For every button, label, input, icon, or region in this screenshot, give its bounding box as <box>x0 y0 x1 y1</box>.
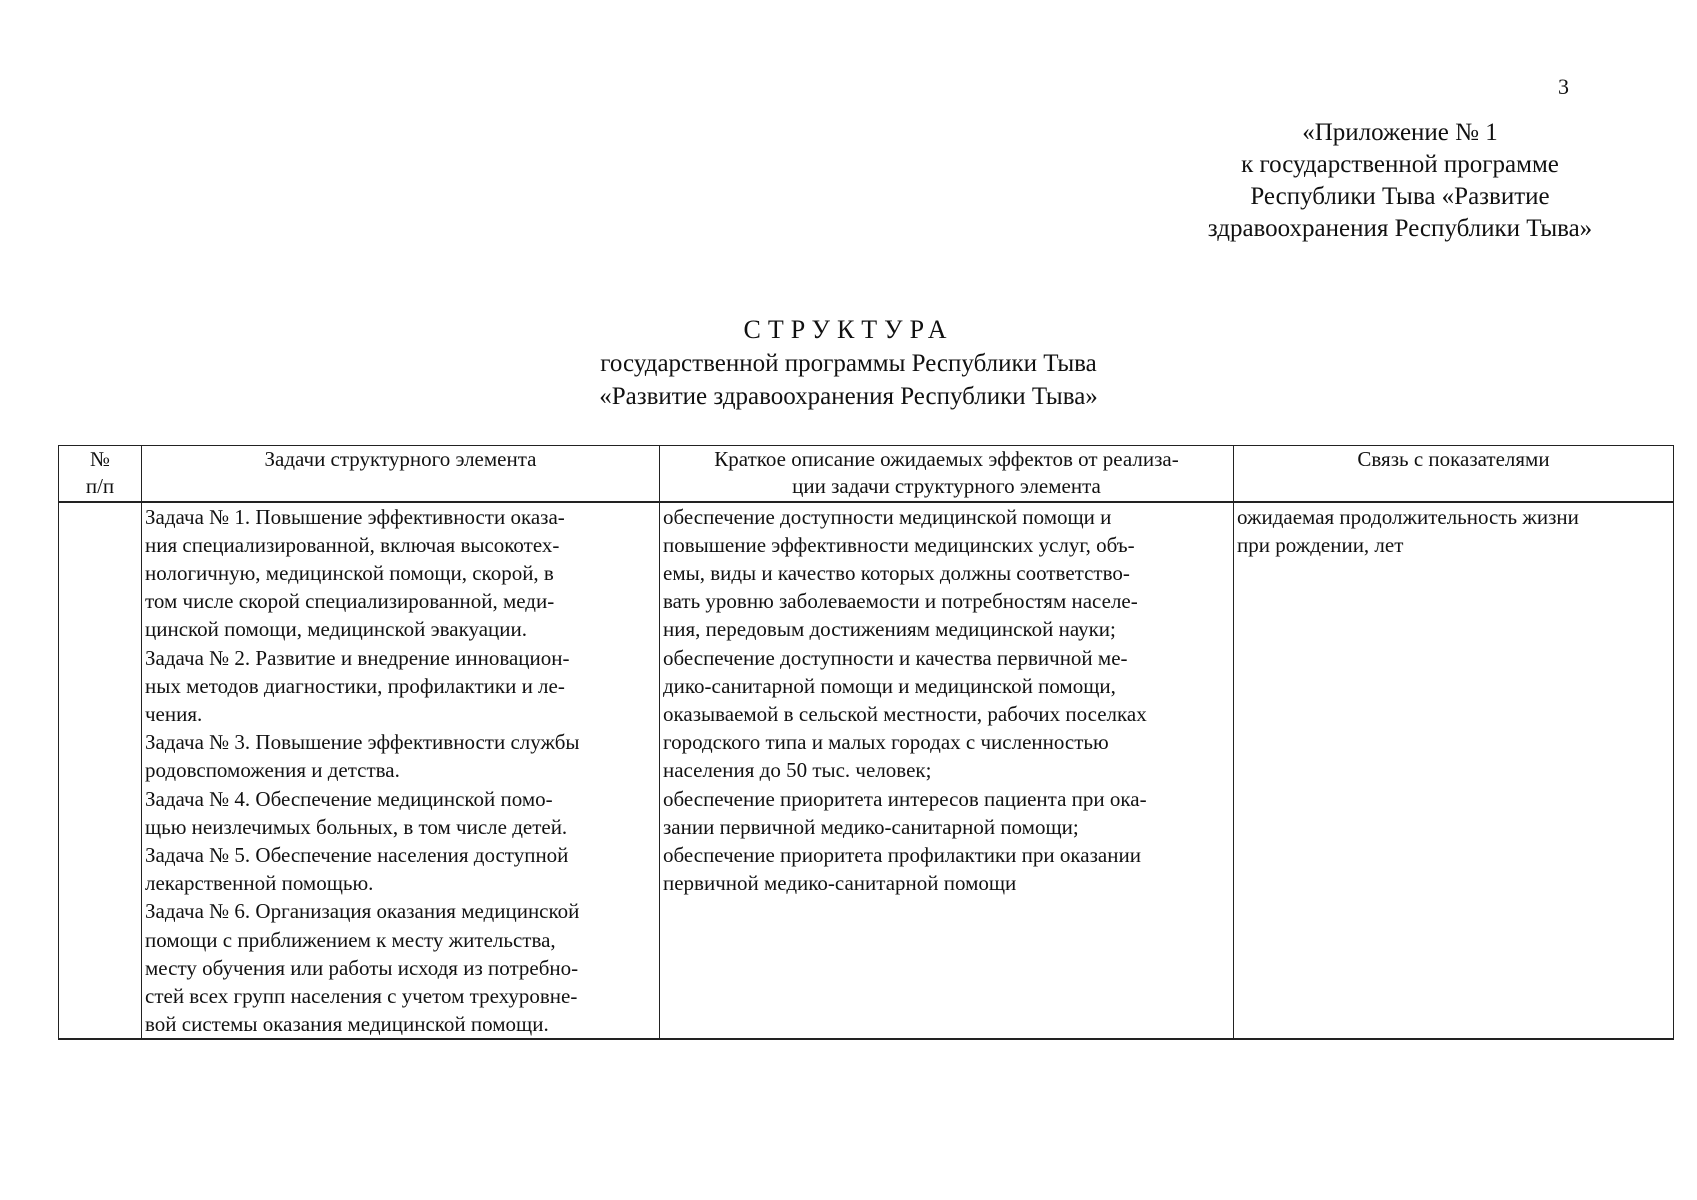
task-line: ния специализированной, включая высокотех- <box>145 532 560 557</box>
effect-line: оказываемой в сельской местности, рабочих поселках <box>663 701 1147 726</box>
cell-effects <box>660 502 1234 1040</box>
effect-line: вать уровню заболеваемости и потребностям населе- <box>663 589 1138 614</box>
header-number-line: № <box>89 447 111 471</box>
task-line: Задача № 5. Обеспечение населения доступной <box>145 842 569 867</box>
effect-line: повышение эффективности медицинских услуг, объ- <box>663 532 1135 557</box>
task-line: Задача № 2. Развитие и внедрение инновацион- <box>145 645 570 670</box>
title-subtitle-line-1: государственной программы Республики Тыва <box>600 350 1097 377</box>
header-effects-line: Краткое описание ожидаемых эффектов от реализа- <box>714 447 1179 471</box>
effect-line: первичной медико-санитарной помощи <box>663 871 1017 896</box>
task-line: стей всех групп населения с учетом трехуровне- <box>145 983 578 1008</box>
link-line: при рождении, лет <box>1237 532 1404 557</box>
title-subtitle-line-2: «Развитие здравоохранения Республики Тыва» <box>599 383 1098 410</box>
header-number-line: п/п <box>85 474 115 498</box>
task-line: Задача № 6. Организация оказания медицинской <box>145 899 580 924</box>
page-number: 3 <box>1558 74 1569 99</box>
appendix-line: к государственной программе <box>1241 151 1559 178</box>
cell-links <box>1234 502 1674 1040</box>
header-links: Связь с показателями <box>1234 446 1674 502</box>
task-line: щью неизлечимых больных, в том числе детей. <box>145 814 568 839</box>
table-row <box>59 502 1674 1040</box>
appendix-line: Республики Тыва «Развитие <box>1250 183 1550 210</box>
effect-line: зании первичной медико-санитарной помощи; <box>663 814 1079 839</box>
cell-number <box>59 502 142 1040</box>
effect-line: городского типа и малых городах с численностью <box>663 730 1109 755</box>
task-line: помощи с приближением к месту жительства, <box>145 927 556 952</box>
task-line: цинской помощи, медицинской эвакуации. <box>145 617 527 642</box>
task-line: вой системы оказания медицинской помощи. <box>145 1012 549 1037</box>
task-line: Задача № 4. Обеспечение медицинской помо- <box>145 786 553 811</box>
appendix-line: здравоохранения Республики Тыва» <box>1207 215 1593 242</box>
document-title <box>0 313 1697 413</box>
header-tasks: Задачи структурного элемента <box>142 446 660 502</box>
task-line: родовспоможения и детства. <box>145 758 400 783</box>
task-line: месту обучения или работы исходя из потребно- <box>145 955 579 980</box>
task-line: чения. <box>145 701 203 726</box>
appendix-note <box>1150 117 1650 245</box>
appendix-line: «Приложение № 1 <box>1302 119 1498 146</box>
effect-line: обеспечение доступности медицинской помощи и <box>663 504 1112 529</box>
effect-line: населения до 50 тыс. человек; <box>663 758 932 783</box>
task-line: том числе скорой специализированной, меди- <box>145 589 555 614</box>
effect-line: ния, передовым достижениям медицинской науки; <box>663 617 1116 642</box>
effect-line: емы, виды и качество которых должны соответство- <box>663 560 1130 585</box>
structure-table <box>58 445 1674 1040</box>
cell-tasks <box>142 502 660 1040</box>
effect-line: обеспечение приоритета интересов пациента при ока- <box>663 786 1147 811</box>
effect-line: дико-санитарной помощи и медицинской помощи, <box>663 673 1116 698</box>
header-number <box>59 446 142 502</box>
task-line: лекарственной помощью. <box>145 871 374 896</box>
header-effects <box>660 446 1234 502</box>
link-line: ожидаемая продолжительность жизни <box>1237 504 1579 529</box>
table-header-row <box>59 446 1674 502</box>
effect-line: обеспечение приоритета профилактики при оказании <box>663 842 1141 867</box>
effect-line: обеспечение доступности и качества первичной ме- <box>663 645 1128 670</box>
task-line: нологичную, медицинской помощи, скорой, в <box>145 560 554 585</box>
title-main: СТРУКТУРА <box>743 315 954 344</box>
task-line: ных методов диагностики, профилактики и ле- <box>145 673 565 698</box>
header-effects-line: ции задачи структурного элемента <box>792 474 1101 498</box>
task-line: Задача № 3. Повышение эффективности службы <box>145 730 580 755</box>
task-line: Задача № 1. Повышение эффективности оказа- <box>145 504 565 529</box>
